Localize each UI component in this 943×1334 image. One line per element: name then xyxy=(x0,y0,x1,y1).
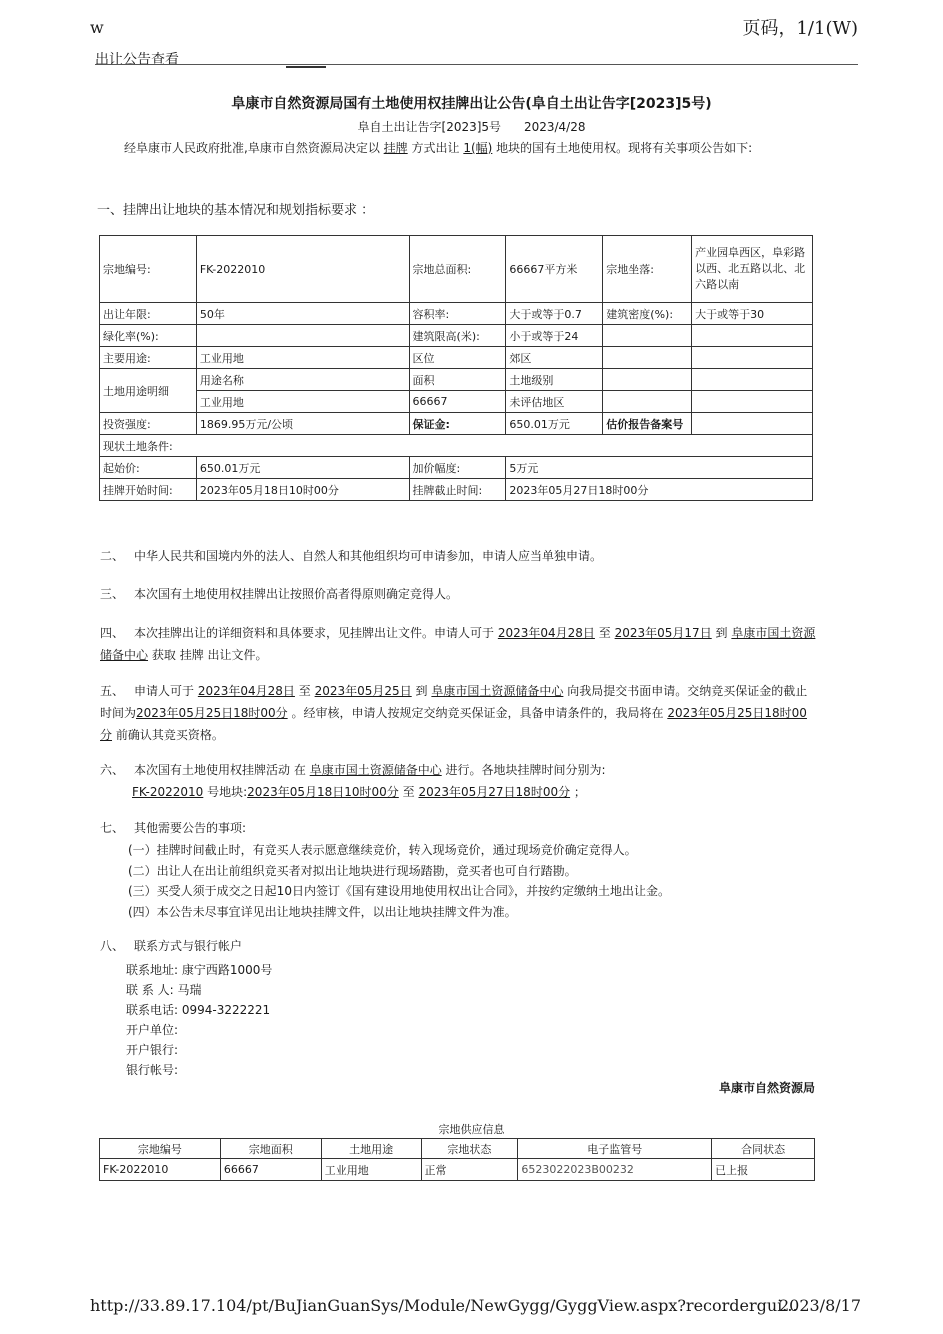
table-cell: 大于或等于30 xyxy=(692,303,813,325)
column-header: 土地用途 xyxy=(321,1139,421,1159)
table-cell: 出让年限: xyxy=(100,303,197,325)
table-row xyxy=(100,347,813,369)
contact-label: 联系电话: xyxy=(126,1003,179,1017)
section-4 xyxy=(100,622,816,666)
notice-subtitle xyxy=(0,118,943,135)
section-number: 六、 xyxy=(100,763,125,777)
section-text: ； xyxy=(573,785,586,799)
table-cell: 郊区 xyxy=(506,347,603,369)
contact-label: 联系地址: xyxy=(126,963,179,977)
table-cell: FK-2022010 xyxy=(196,236,409,303)
intro-text-b: 方式出让 xyxy=(411,141,460,155)
section-text: 其他需要公告的事项: xyxy=(134,821,247,835)
parcel-code: FK-2022010 xyxy=(132,785,204,799)
center-name: 阜康市国土资源储备中心 xyxy=(100,626,816,662)
table-cell: 宗地编号: xyxy=(100,236,197,303)
section-7 xyxy=(100,817,816,839)
section-text: 向我局提交书面申请。交纳竞买保证金的截止时间为 xyxy=(100,684,808,720)
date-end: 2023年05月25日 xyxy=(314,684,412,698)
table-row xyxy=(100,303,813,325)
notice-intro xyxy=(100,137,815,159)
section-5 xyxy=(100,680,816,746)
table-cell: 挂牌开始时间: xyxy=(100,479,197,501)
table-cell: 建筑限高(米): xyxy=(409,325,506,347)
section-text: 号地块: xyxy=(207,785,248,799)
footer-date: 2023/8/17 xyxy=(778,1296,861,1315)
column-header: 电子监管号 xyxy=(518,1139,712,1159)
contact-value: 马瑞 xyxy=(177,983,202,997)
section-text: 至 xyxy=(402,785,415,799)
header-divider-mark xyxy=(286,66,326,68)
section-text: 中华人民共和国境内外的法人、自然人和其他组织均可申请参加，申请人应当单独申请。 xyxy=(134,549,603,563)
issuer-signature: 阜康市自然资源局 xyxy=(718,1081,815,1095)
table-cell: 工业用地 xyxy=(196,391,409,413)
table-cell: 650.01万元 xyxy=(506,413,603,435)
supervision-number: 6523022023B00232 xyxy=(518,1159,712,1181)
deposit-deadline: 2023年05月25日18时00分 xyxy=(136,706,288,720)
footer-url: http://33.89.17.104/pt/BuJianGuanSys/Module/NewGygg/GyggView.aspx?recordergui... xyxy=(90,1296,798,1315)
page-title: 出让公告查看 xyxy=(95,52,179,68)
section-text: 至 xyxy=(298,684,311,698)
section-text: 前确认其竞买资格。 xyxy=(115,728,224,742)
table-cell: 66667 xyxy=(220,1159,321,1181)
section-2 xyxy=(100,545,816,567)
table-header-row xyxy=(100,1139,815,1159)
section-text: 到 xyxy=(715,626,728,640)
listing-end: 2023年05月27日18时00分 xyxy=(418,785,571,799)
section-text: 申请人可于 xyxy=(134,684,195,698)
header-left-mark: w xyxy=(90,18,104,37)
section-number: 二、 xyxy=(100,549,125,563)
other-item-1: (一）挂牌时间截止时，有竞买人表示愿意继续竞价，转入现场竞价，通过现场竞价确定竞得人。 xyxy=(128,843,637,857)
contact-label: 联 系 人: xyxy=(126,983,174,997)
section-text: 联系方式与银行帐户 xyxy=(134,939,243,953)
contact-value: 康宁西路1000号 xyxy=(181,963,273,977)
date-start: 2023年04月28日 xyxy=(197,684,295,698)
intro-count: 1(幅) xyxy=(463,141,493,155)
intro-method: 挂牌 xyxy=(383,141,408,155)
column-header: 宗地状态 xyxy=(421,1139,518,1159)
table-cell: 挂牌截止时间: xyxy=(409,479,506,501)
table-cell: 工业用地 xyxy=(321,1159,421,1181)
table-cell: 主要用途: xyxy=(100,347,197,369)
section-text: 出让文件。 xyxy=(207,648,268,662)
section-number: 七、 xyxy=(100,821,125,835)
table-cell xyxy=(603,347,692,369)
table-cell: 工业用地 xyxy=(196,347,409,369)
table-cell: 小于或等于24 xyxy=(506,325,603,347)
center-name: 阜康市国土资源储备中心 xyxy=(309,763,442,777)
page-number: 页码，1/1(W) xyxy=(742,18,858,39)
table-row xyxy=(100,457,813,479)
date-end: 2023年05月17日 xyxy=(614,626,712,640)
table-cell: 1869.95万元/公顷 xyxy=(196,413,409,435)
table-cell: 容积率: xyxy=(409,303,506,325)
section-number: 三、 xyxy=(100,587,125,601)
table-cell: 2023年05月18日10时00分 xyxy=(196,479,409,501)
other-item-4: (四）本公告未尽事宜详见出让地块挂牌文件，以出让地块挂牌文件为准。 xyxy=(128,905,517,919)
table-cell xyxy=(692,413,813,435)
table-cell xyxy=(692,369,813,391)
section-text: 至 xyxy=(598,626,611,640)
intro-text-c: 地块的国有土地使用权。现将有关事项公告如下: xyxy=(496,141,753,155)
other-item-2: (二）出让人在出让前组织竞买者对拟出让地块进行现场踏勘，竞买者也可自行踏勘。 xyxy=(128,864,577,878)
table-row xyxy=(100,435,813,457)
table-cell xyxy=(196,325,409,347)
table-cell: 正常 xyxy=(421,1159,518,1181)
account-bank-label: 开户银行: xyxy=(126,1043,179,1057)
table-cell: 50年 xyxy=(196,303,409,325)
column-header: 合同状态 xyxy=(712,1139,815,1159)
contact-person xyxy=(126,981,202,998)
section-3 xyxy=(100,583,816,605)
header-divider xyxy=(95,64,858,65)
contact-address xyxy=(126,961,272,978)
table-cell: 产业园阜西区，阜彩路以西、北五路以北、北六路以南 xyxy=(692,236,813,303)
supply-info-table xyxy=(99,1138,815,1181)
section-text: 进行。各地块挂牌时间分别为: xyxy=(445,763,606,777)
notice-title: 阜康市自然资源局国有土地使用权挂牌出让公告(阜自土出让告字[2023]5号) xyxy=(231,96,712,112)
table-cell: 大于或等于0.7 xyxy=(506,303,603,325)
table-row xyxy=(100,391,813,413)
qualification-deadline: 2023年05月25日18时00分 xyxy=(100,706,807,742)
table-cell: 用途名称 xyxy=(196,369,409,391)
section-number: 四、 xyxy=(100,626,125,640)
section-text: 本次国有土地使用权挂牌活动 xyxy=(134,763,291,777)
table-cell xyxy=(603,325,692,347)
table-cell: 650.01万元 xyxy=(196,457,409,479)
account-unit-label: 开户单位: xyxy=(126,1023,179,1037)
table-row xyxy=(100,479,813,501)
table-cell xyxy=(692,347,813,369)
listing-time-line xyxy=(132,781,586,803)
table-cell: 投资强度: xyxy=(100,413,197,435)
contact-phone xyxy=(126,1001,270,1018)
section-text: 本次挂牌出让的详细资料和具体要求，见挂牌出让文件。申请人可于 xyxy=(134,626,495,640)
table-cell xyxy=(692,325,813,347)
section-text: 获取 xyxy=(151,648,176,662)
parcel-basic-table xyxy=(99,235,813,501)
column-header: 宗地面积 xyxy=(220,1139,321,1159)
table-row xyxy=(100,369,813,391)
listing-start: 2023年05月18日10时00分 xyxy=(247,785,399,799)
table-cell xyxy=(603,391,692,413)
section-text: 本次国有土地使用权挂牌出让按照价高者得原则确定竞得人。 xyxy=(134,587,459,601)
account-number-label: 银行帐号: xyxy=(126,1063,179,1077)
table-row xyxy=(100,325,813,347)
table-cell: FK-2022010 xyxy=(100,1159,221,1181)
notice-date: 2023/4/28 xyxy=(523,120,586,134)
table-row xyxy=(100,236,813,303)
section-text: 到 xyxy=(415,684,428,698)
table-cell: 宗地总面积: xyxy=(409,236,506,303)
table-cell: 绿化率(%): xyxy=(100,325,197,347)
table-cell: 66667 xyxy=(409,391,506,413)
table-cell: 起始价: xyxy=(100,457,197,479)
table-row xyxy=(100,413,813,435)
table-cell: 保证金: xyxy=(409,413,506,435)
table-cell xyxy=(692,391,813,413)
section-6 xyxy=(100,759,816,781)
section-number: 五、 xyxy=(100,684,125,698)
table-cell: 已上报 xyxy=(712,1159,815,1181)
table-cell: 土地级别 xyxy=(506,369,603,391)
table-cell: 未评估地区 xyxy=(506,391,603,413)
supply-info-caption: 宗地供应信息 xyxy=(438,1123,505,1136)
intro-text-a: 经阜康市人民政府批准,阜康市自然资源局决定以 xyxy=(124,141,380,155)
other-item-3: (三）买受人须于成交之日起10日内签订《国有建设用地使用权出让合同》，并按约定缴纳土地出让金。 xyxy=(128,884,670,898)
section-8 xyxy=(100,935,816,957)
table-cell: 加价幅度: xyxy=(409,457,506,479)
section-text: 。经审核，申请人按规定交纳竞买保证金，具备申请条件的，我局将在 xyxy=(291,706,664,720)
column-header: 宗地编号 xyxy=(100,1139,221,1159)
table-cell: 估价报告备案号 xyxy=(603,413,692,435)
table-cell: 5万元 xyxy=(506,457,813,479)
notice-number: 阜自土出让告字[2023]5号 xyxy=(357,120,502,134)
table-cell: 66667平方米 xyxy=(506,236,603,303)
table-cell: 现状土地条件: xyxy=(100,435,813,457)
table-cell: 宗地坐落: xyxy=(603,236,692,303)
table-cell: 土地用途明细 xyxy=(100,369,197,413)
contact-value: 0994-3222221 xyxy=(181,1003,271,1017)
section-number: 八、 xyxy=(100,939,125,953)
table-cell: 建筑密度(%): xyxy=(603,303,692,325)
date-start: 2023年04月28日 xyxy=(497,626,595,640)
table-cell xyxy=(603,369,692,391)
section-1-heading: 一、挂牌出让地块的基本情况和规划指标要求 ： xyxy=(97,203,375,218)
section-text: 在 xyxy=(293,763,306,777)
table-cell: 2023年05月27日18时00分 xyxy=(506,479,813,501)
center-name: 阜康市国土资源储备中心 xyxy=(431,684,564,698)
table-cell: 区位 xyxy=(409,347,506,369)
table-row xyxy=(100,1159,815,1181)
table-cell: 面积 xyxy=(409,369,506,391)
section-text: 挂牌 xyxy=(179,648,204,662)
